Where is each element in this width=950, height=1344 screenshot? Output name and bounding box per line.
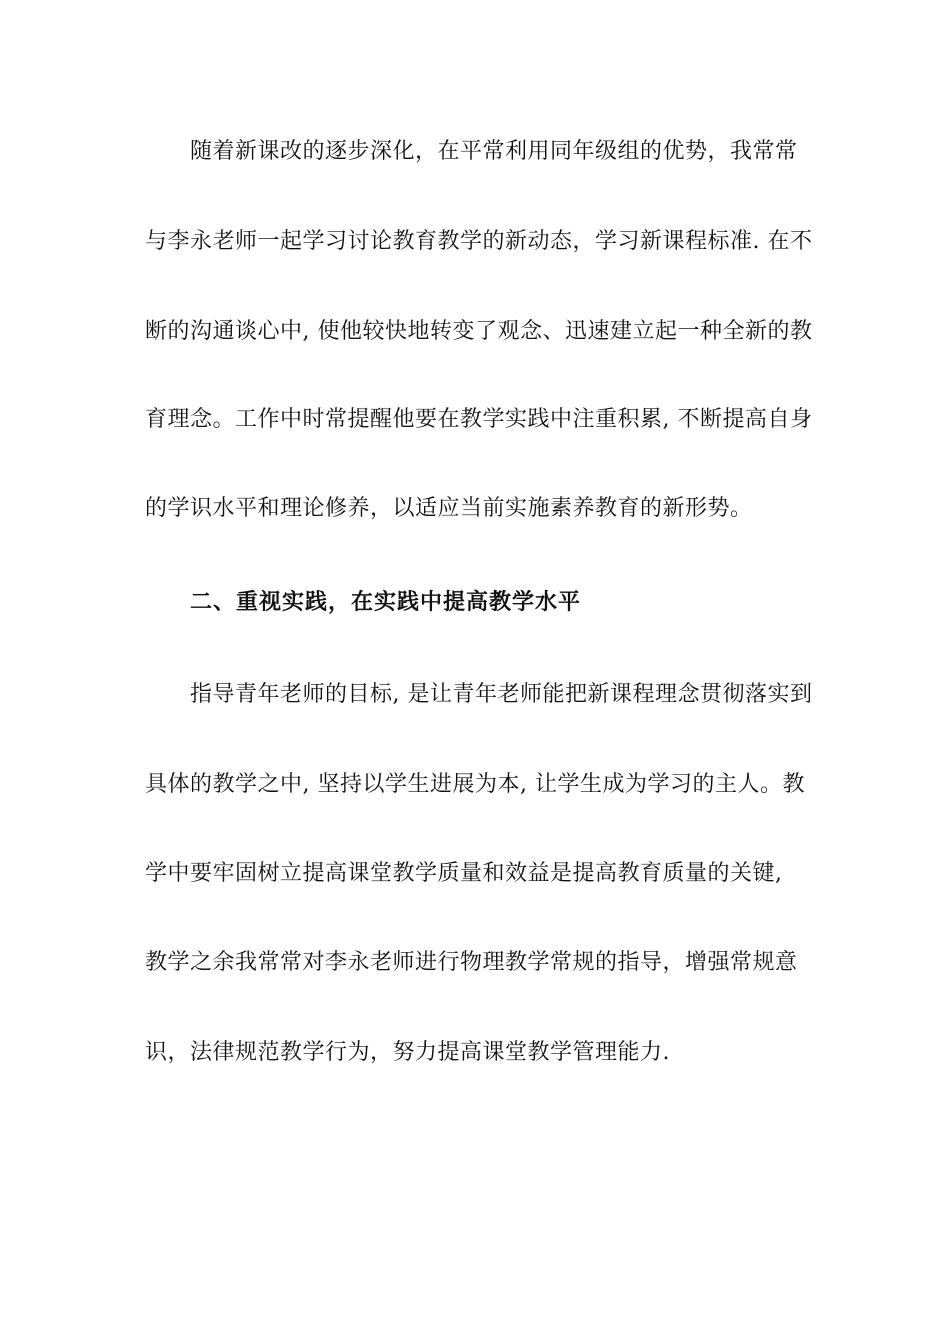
section-heading: 二、重视实践，在实践中提高教学水平 [190, 589, 582, 615]
paragraph-2-line-3: 学中要牢固树立提高课堂教学质量和效益是提高教育质量的关键, [145, 861, 783, 886]
paragraph-2-line-5: 识，法律规范教学行为，努力提高课堂教学管理能力. [145, 1040, 670, 1065]
paragraph-2-line-1: 指导青年老师的目标, 是让青年老师能把新课程理念贯彻落实到 [190, 682, 813, 707]
paragraph-2-line-2: 具体的教学之中, 坚持以学生进展为本, 让学生成为学习的主人。教 [145, 772, 805, 797]
paragraph-2-line-4: 教学之余我常常对李永老师进行物理教学常规的指导，增强常规意 [145, 950, 798, 975]
paragraph-1-line-2: 与李永老师一起学习讨论教育教学的新动态，学习新课程标准. 在不 [145, 229, 813, 254]
paragraph-1-line-3: 断的沟通谈心中, 使他较快地转变了观念、迅速建立起一种全新的教 [145, 319, 813, 344]
paragraph-1-line-1: 随着新课改的逐步深化，在平常利用同年级组的优势，我常常 [190, 139, 798, 164]
paragraph-1-line-5: 的学识水平和理论修养，以适应当前实施素养教育的新形势。 [145, 496, 753, 521]
paragraph-1-line-4: 育理念。工作中时常提醒他要在教学实践中注重积累, 不断提高自身 [145, 407, 813, 432]
